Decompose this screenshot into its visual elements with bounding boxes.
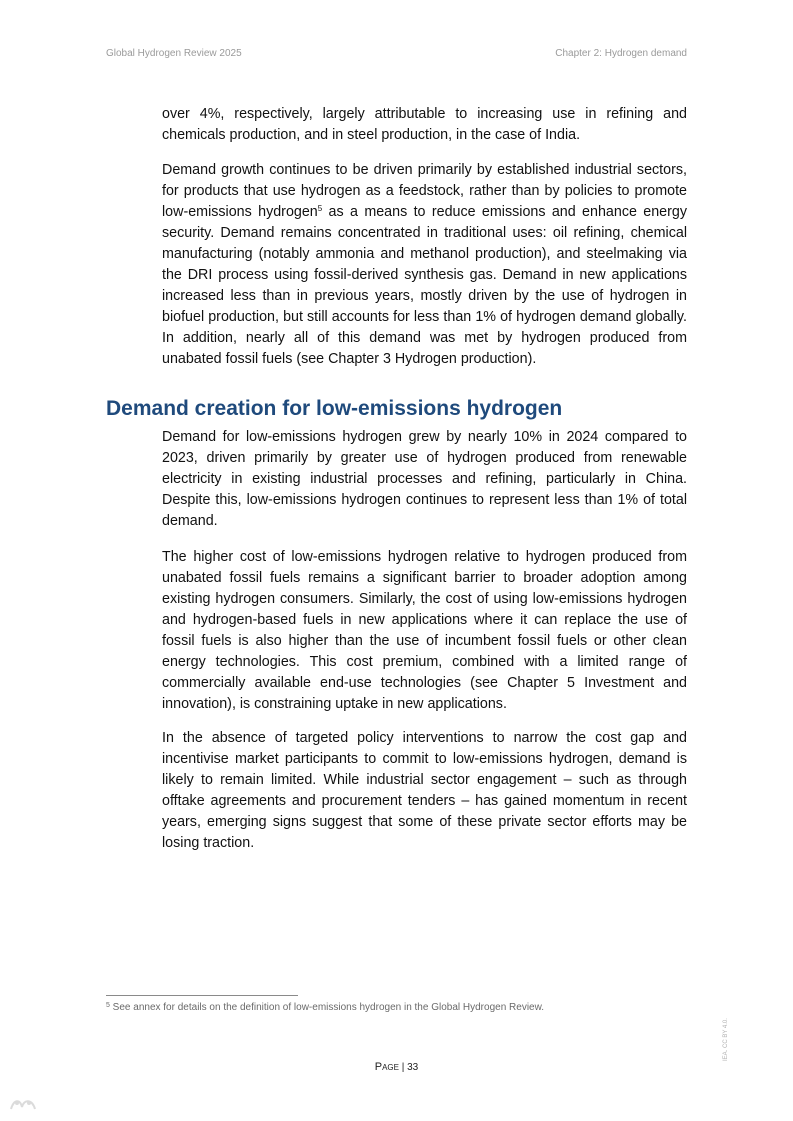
body-paragraph: over 4%, respectively, largely attributable to increasing use in refining and chemicals production, and in steel production, in the case of India. [162, 106, 687, 143]
page-label: Page [374, 1061, 399, 1073]
footnote-text: See annex for details on the definition of low-emissions hydrogen in the Global Hydrogen Review. [109, 1002, 545, 1013]
page-number: 33 [407, 1062, 419, 1073]
running-header-chapter: Chapter 2: Hydrogen demand [555, 48, 687, 59]
body-paragraph: Demand for low-emissions hydrogen grew by nearly 10% in 2024 compared to 2023, driven primarily by greater use of hydrogen produced from renewable electricity in existing industrial processes and refining, particularly in China. Despite this, low-emissions hydrogen continues to represent less than 1% of total demand. [162, 429, 687, 529]
running-header-title: Global Hydrogen Review 2025 [106, 48, 242, 59]
license-note: IEA. CC BY 4.0. [723, 1018, 729, 1061]
paragraph-text: as a means to reduce emissions and enhance energy security. Demand remains concentrated in traditional uses: oil refining, chemical manufacturing (notably ammonia and methanol production), and steelmaking via the DRI process using fossil-derived synthesis gas. Demand in new applications increased less than in previous years, mostly driven by the use of hydrogen in biofuel production, but still accounts for less than 1% of hydrogen demand globally. In addition, nearly all of this demand was met by hydrogen produced from unabated fossil fuels (see Chapter 3 Hydrogen production). [162, 204, 687, 367]
body-paragraph [162, 160, 687, 370]
footnote-divider [106, 995, 298, 996]
section-heading: Demand creation for low-emissions hydrogen [106, 397, 563, 420]
page-footer [0, 1061, 793, 1073]
watermark-logo [8, 1094, 38, 1116]
footnote-number: 5 [106, 1002, 110, 1009]
paragraph-text: Demand growth continues to be driven primarily by established industrial sectors, for products that use hydrogen as a feedstock, rather than by policies to promote low-emissions hydrogen [162, 162, 687, 220]
body-paragraph: The higher cost of low-emissions hydrogen relative to hydrogen produced from unabated fossil fuels remains a significant barrier to broader adoption among existing hydrogen consumers. Similarly, the cost of using low-emissions hydrogen and hydrogen-based fuels in new applications where it can replace the use of fossil fuels is also higher than the use of incumbent fossil fuels or other clean energy technologies. This cost premium, combined with a limited range of commercially available end-use technologies (see Chapter 5 Investment and innovation), is constraining uptake in new applications. [162, 549, 687, 712]
footnote [106, 1002, 544, 1013]
page-separator: | [398, 1062, 408, 1073]
body-paragraph: In the absence of targeted policy interventions to narrow the cost gap and incentivise market participants to commit to low-emissions hydrogen, demand is likely to remain limited. While industrial sector engagement – such as through offtake agreements and procurement tenders – has gained momentum in recent years, emerging signs suggest that some of these private sector efforts may be losing traction. [162, 730, 687, 851]
watermark-icon [8, 1095, 38, 1115]
footnote-reference[interactable]: 5 [317, 204, 323, 213]
